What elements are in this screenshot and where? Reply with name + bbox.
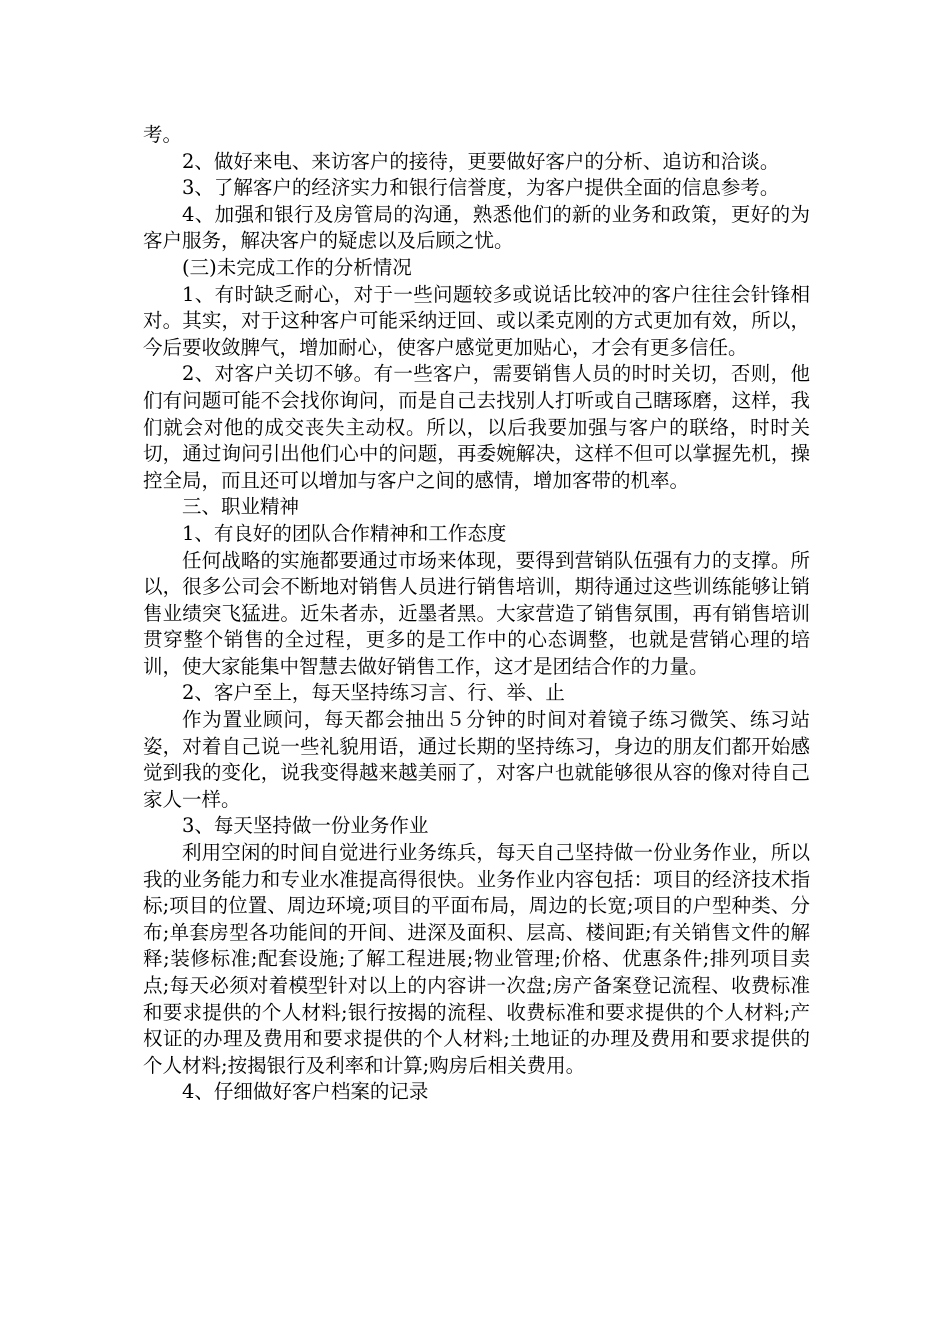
document-body: [143, 122, 810, 1106]
section-heading-unfinished-work: (三)未完成工作的分析情况: [182, 255, 412, 279]
subheading-daily-homework: 3、每天坚持做一份业务作业: [182, 814, 429, 838]
paragraph-teamwork: 任何战略的实施都要通过市场来体现，要得到营销队伍强有力的支撑。所以，很多公司会不断地对销售人员进行销售培训，期待通过这些训练能够让销售业绩突飞猛进。近朱者赤，近墨者黑。大家营造了销售氛围，再有销售培训贯穿整个销售的全过程，更多的是工作中的心态调整，也就是营销心理的培训，使大家能集中智慧去做好销售工作，这才是团结合作的力量。: [143, 548, 810, 678]
section-heading-professional-spirit: 三、职业精神: [182, 495, 300, 519]
paragraph-customer-care: 2、对客户关切不够。有一些客户，需要销售人员的时时关切，否则，他们有问题可能不会找你询问，而是自己去找别人打听或自己瞎琢磨，这样，我们就会对他的成交丧失主动权。所以，以后我要加强与客户的联络，时时关切，通过询问引出他们心中的问题，再委婉解决，这样不但可以掌握先机，操控全局，而且还可以增加与客户之间的感情，增加客带的机率。: [143, 362, 810, 492]
paragraph-item-3-credit: 3、了解客户的经济实力和银行信誉度，为客户提供全面的信息参考。: [182, 176, 780, 200]
paragraph-item-2-reception: 2、做好来电、来访客户的接待，更要做好客户的分析、追访和洽谈。: [182, 149, 780, 173]
paragraph-daily-homework: 利用空闲的时间自觉进行业务练兵，每天自己坚持做一份业务作业，所以我的业务能力和专业水准提高得很快。业务作业内容包括：项目的经济技术指标;项目的位置、周边环境;项目的平面布局，周边的长宽;项目的户型种类、分布;单套房型各功能间的开间、进深及面积、层高、楼间距;有关销售文件的解释;装修标准;配套设施;了解工程进展;物业管理;价格、优惠条件;排列项目卖点;每天必须对着模型针对以上的内容讲一次盘;房产备案登记流程、收费标准和要求提供的个人材料;银行按揭的流程、收费标准和要求提供的个人材料;产权证的办理及费用和要求提供的个人材料;土地证的办理及费用和要求提供的个人材料;按揭银行及利率和计算;购房后相关费用。: [143, 841, 810, 1077]
paragraph-continuation: 考。: [143, 123, 183, 146]
subheading-customer-records: 4、仔细做好客户档案的记录: [182, 1080, 429, 1104]
paragraph-item-4-communication: 4、加强和银行及房管局的沟通，熟悉他们的新的业务和政策，更好的为客户服务，解决客户的疑虑以及后顾之忧。: [143, 202, 810, 253]
paragraph-patience: 1、有时缺乏耐心，对于一些问题较多或说话比较冲的客户往往会针锋相对。其实，对于这种客户可能采纳迂回、或以柔克刚的方式更加有效，所以，今后要收敛脾气，增加耐心，使客户感觉更加贴心，才会有更多信任。: [143, 282, 810, 359]
paragraph-customer-first: 作为置业顾问，每天都会抽出５分钟的时间对着镜子练习微笑、练习站姿，对着自己说一些礼貌用语，通过长期的坚持练习，身边的朋友们都开始感觉到我的变化，说我变得越来越美丽了，对客户也就能够很从容的像对待自己家人一样。: [143, 708, 810, 811]
subheading-customer-first: 2、客户至上，每天坚持练习言、行、举、止: [182, 681, 565, 705]
subheading-teamwork: 1、有良好的团队合作精神和工作态度: [182, 521, 507, 545]
